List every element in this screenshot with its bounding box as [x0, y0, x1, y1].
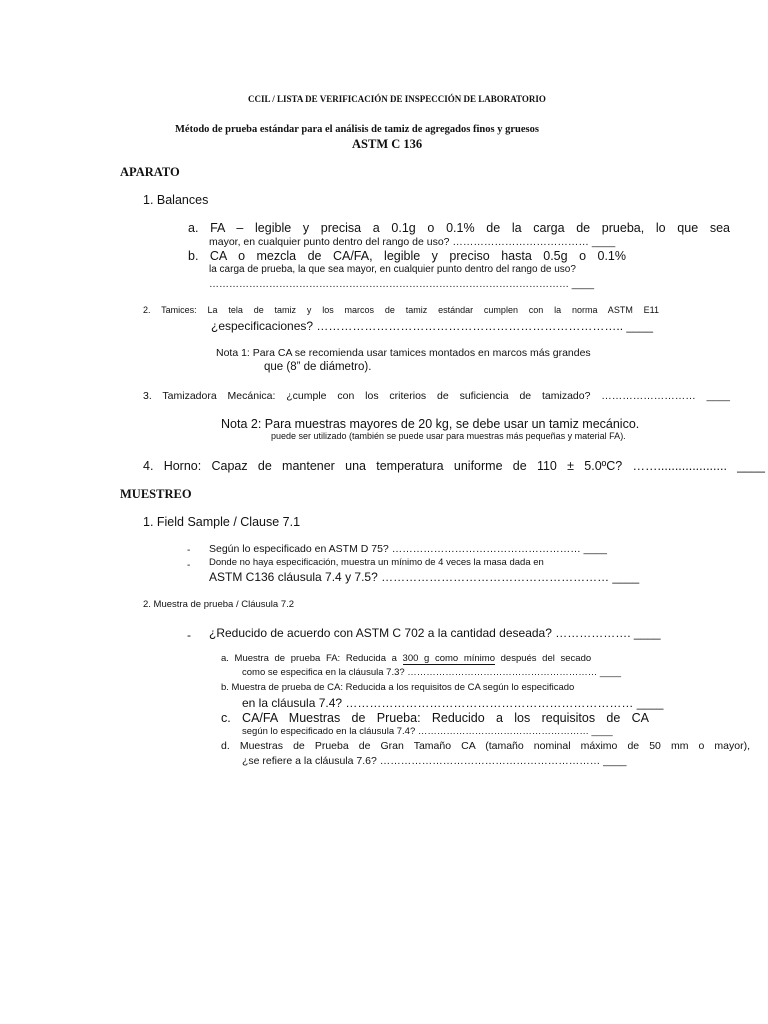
bullet-icon: - [187, 545, 191, 556]
muestra-item-a-prefix: a. Muestra de prueba FA: Reducida a [221, 653, 403, 664]
note2-line1: Nota 2: Para muestras mayores de 20 kg, se debe usar un tamiz mecánico. [221, 417, 640, 431]
standard-code: ASTM C 136 [352, 137, 423, 151]
field-sample-bullet1: Según lo especificado en ASTM D 75? ……………………………………………… ____ [209, 543, 607, 555]
muestra-item-c-line1-text: c. CA/FA Muestras de Prueba: Reducido a los requisitos de CA [221, 711, 649, 725]
section-heading-muestreo: MUESTREO [120, 487, 192, 501]
method-title: Método de prueba estándar para el análisis de tamiz de agregados finos y gruesos [175, 124, 539, 135]
muestra-prueba-bullet: ¿Reducido de acuerdo con ASTM C 702 a la cantidad deseada? ………………. ____ [209, 626, 661, 640]
muestra-item-b-line2: en la cláusula 7.4? ……………………………………………………………… ____ [242, 696, 664, 710]
tamices-line1 [143, 305, 659, 315]
balances-item-a-line2: mayor, en cualquier punto dentro del rango de uso? ………………………………… ____ [209, 236, 616, 248]
muestra-item-c-line1 [221, 711, 649, 725]
section-heading-aparato: APARATO [120, 165, 180, 179]
horno-line-text: 4. Horno: Capaz de mantener una temperatura uniforme de 110 ± 5.0ºC? …….................... ____ [143, 459, 765, 473]
muestra-item-a-line1 [221, 654, 616, 665]
tamizadora-line [143, 390, 730, 402]
muestra-item-d-line1 [221, 740, 750, 752]
balances-item-a-line1 [188, 221, 730, 235]
muestra-item-a-underlined: 300 g como mínimo [402, 653, 495, 664]
balances-item-b-line3: ……………………………………………………………………………………………… ____ [209, 279, 595, 290]
balances-item-b-line2: la carga de prueba, la que sea mayor, en cualquier punto dentro del rango de uso? [209, 264, 576, 275]
field-sample-bullet2-line2: ASTM C136 cláusula 7.4 y 7.5? ………………………………………………… ____ [209, 570, 640, 584]
muestra-item-d-line1-text: d. Muestras de Prueba de Gran Tamaño CA (tamaño nominal máximo de 50 mm o mayor), [221, 740, 750, 752]
muestra-item-a-line2: como se especifica en la cláusula 7.3? …………………………………………………… ____ [242, 667, 622, 678]
note1-line1: Nota 1: Para CA se recomienda usar tamices montados en marcos más grandes [216, 347, 591, 359]
muestra-item-c-line2: según lo especificado en la cláusula 7.4? ……………………………………………… ____ [242, 726, 613, 737]
note2-line2: puede ser utilizado (también se puede usar para muestras más pequeñas y material FA). [271, 431, 626, 441]
balances-item-b-line1-text: b. CA o mezcla de CA/FA, legible y preciso hasta 0.5g o 0.1% [188, 249, 626, 263]
item-balances-label: 1. Balances [143, 193, 209, 207]
bullet-icon: - [187, 628, 191, 642]
tamizadora-line-text: 3. Tamizadora Mecánica: ¿cumple con los criterios de suficiencia de tamizado? ……………………… ____ [143, 390, 730, 402]
tamices-line2: ¿especificaciones? ………………………………………………………………….. ____ [211, 319, 654, 333]
muestra-item-a-suffix: después del secado [494, 653, 592, 664]
document-org-title: CCIL / LISTA DE VERIFICACIÓN DE INSPECCIÓN DE LABORATORIO [248, 94, 546, 104]
bullet-icon: - [187, 560, 191, 571]
field-sample-bullet2-line1: Donde no haya especificación, muestra un mínimo de 4 veces la masa dada en [209, 557, 544, 568]
muestra-item-b-line1: b. Muestra de prueba de CA: Reducida a los requisitos de CA según lo especificado [221, 682, 575, 693]
horno-line [143, 459, 765, 473]
muestra-prueba-label: 2. Muestra de prueba / Cláusula 7.2 [143, 599, 295, 610]
muestra-item-d-line2: ¿se refiere a la cláusula 7.6? ……………………………………………………… ____ [242, 755, 627, 767]
field-sample-label: 1. Field Sample / Clause 7.1 [143, 515, 301, 529]
balances-item-a-line1-text: a. FA – legible y precisa a 0.1g o 0.1% de la carga de prueba, lo que sea [188, 221, 730, 235]
tamices-line1-text: 2. Tamices: La tela de tamiz y los marcos de tamiz estándar cumplen con la norma ASTM E11 [143, 305, 659, 315]
balances-item-b-line1 [188, 249, 626, 263]
note1-line2: que (8” de diámetro). [264, 361, 372, 373]
